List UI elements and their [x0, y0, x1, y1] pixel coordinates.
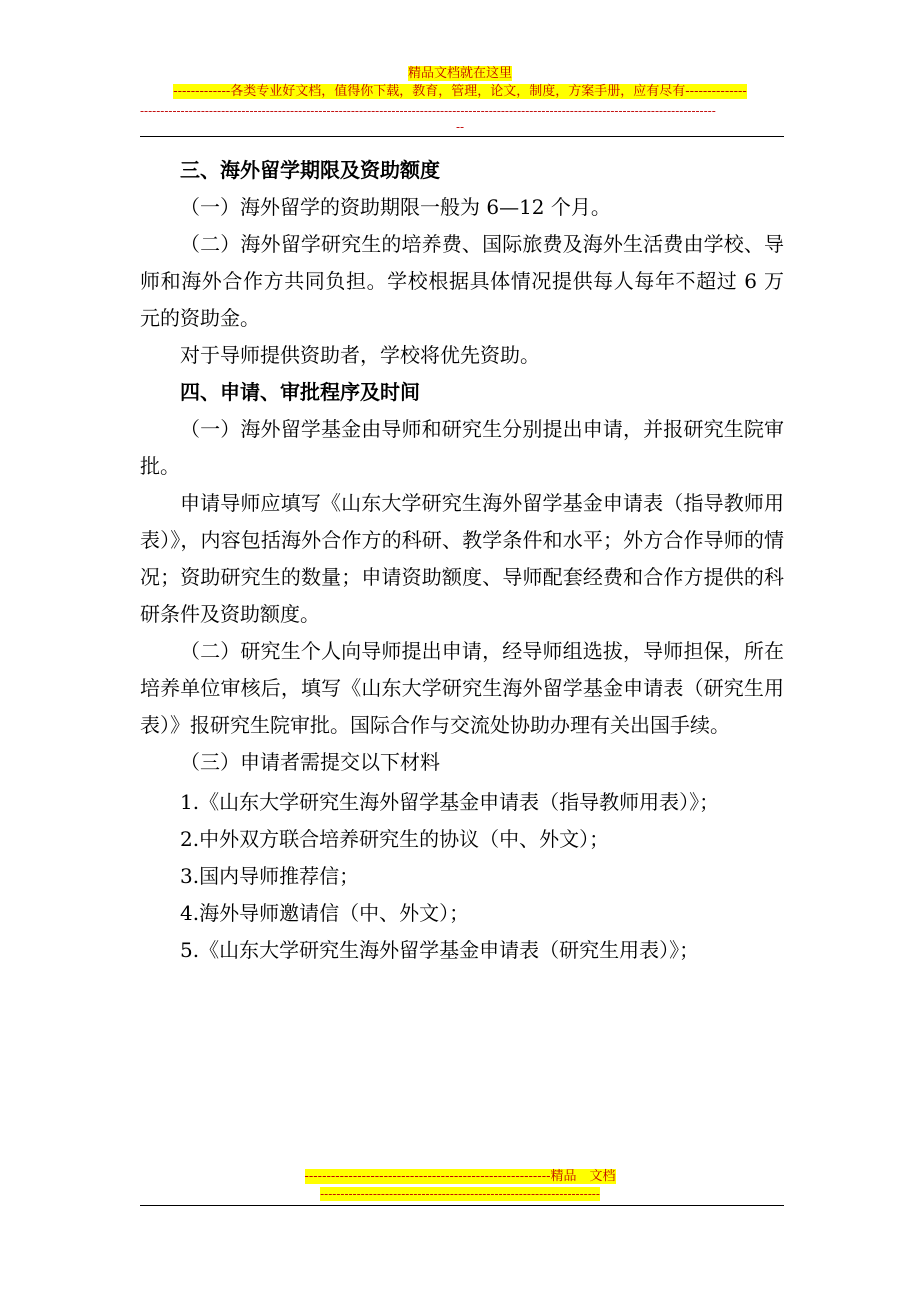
footer-divider — [140, 1205, 784, 1206]
section-3-paragraph-1: （一）海外留学的资助期限一般为 6—12 个月。 — [180, 195, 611, 219]
footer-dash-line: --------------------------------------------------------------------- — [320, 1187, 600, 1201]
header-divider — [140, 136, 784, 137]
section-4-paragraph-4: （三）申请者需提交以下材料 — [180, 750, 440, 774]
section-4-paragraph-2: 申请导师应填写《山东大学研究生海外留学基金申请表（指导教师用表）》，内容包括海外合作方的科研、教学条件和水平；外方合作导师的情况；资助研究生的数量；申请资助额度、导师配套经费和合作方提供的科研条件及资助额度。 — [140, 491, 784, 626]
header-dash-tail: -- — [455, 120, 465, 134]
section-3-paragraph-3: 对于导师提供资助者，学校将优先资助。 — [180, 343, 540, 367]
header-title: 精品文档就在这里 — [407, 66, 512, 81]
list-item: 2.中外双方联合培养研究生的协议（中、外文）； — [180, 827, 610, 851]
header-tagline: -------------各类专业好文档，值得你下载，教育，管理，论文，制度，方案手册，应有尽有-------------- — [173, 84, 747, 99]
list-item: 1.《山东大学研究生海外留学基金申请表（指导教师用表）》； — [180, 790, 720, 814]
section-4-heading: 四、申请、审批程序及时间 — [180, 380, 420, 404]
list-item: 4.海外导师邀请信（中、外文）； — [180, 901, 470, 925]
section-3-paragraph-2: （二）海外留学研究生的培养费、国际旅费及海外生活费由学校、导师和海外合作方共同负担。学校根据具体情况提供每人每年不超过 6 万元的资助金。 — [140, 232, 784, 330]
footer-label: --------------------------------------------------------精品 文档 — [304, 1169, 616, 1184]
section-4-paragraph-1: （一）海外留学基金由导师和研究生分别提出申请，并报研究生院审批。 — [140, 417, 784, 478]
document-body — [140, 152, 784, 969]
header-dash-line: ---------------------------------------------------------------------------------------------------------------------------------------------- — [140, 104, 716, 118]
section-4-paragraph-3: （二）研究生个人向导师提出申请，经导师组选拔，导师担保，所在培养单位审核后，填写《山东大学研究生海外留学基金申请表（研究生用表）》报研究生院审批。国际合作与交流处协助办理有关出国手续。 — [140, 639, 784, 737]
list-item: 5.《山东大学研究生海外留学基金申请表（研究生用表）》； — [180, 938, 700, 962]
section-3-heading: 三、海外留学期限及资助额度 — [180, 158, 440, 182]
list-item: 3.国内导师推荐信； — [180, 864, 360, 888]
